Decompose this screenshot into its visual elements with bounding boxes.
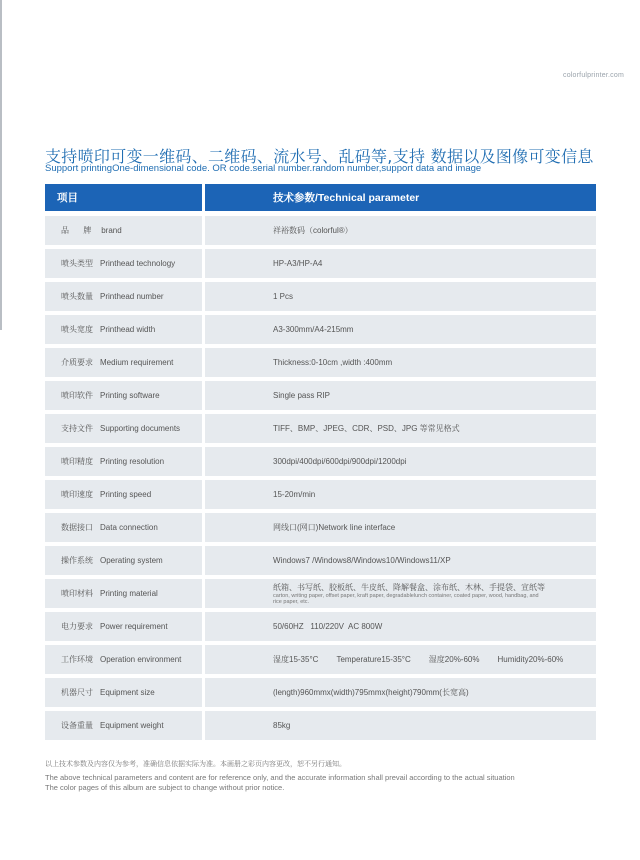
title-chinese: 支持喷印可变一维码、二维码、流水号、乱码等,支持 数据以及图像可变信息 <box>45 147 594 166</box>
spec-table <box>45 184 596 744</box>
row-label <box>45 381 202 410</box>
label-cn: 喷印速度 <box>61 490 93 499</box>
label-cn: 喷头宽度 <box>61 325 93 334</box>
row-value: Windows7 /Windows8/Windows10/Windows11/XP <box>205 546 596 575</box>
row-value: A3-300mm/A4-215mm <box>205 315 596 344</box>
row-value: 50/60HZ 110/220V AC 800W <box>205 612 596 641</box>
label-en: Printing resolution <box>100 457 165 466</box>
label-cn: 机器尺寸 <box>61 688 93 697</box>
value-main: 纸箱、书写纸、胶板纸、牛皮纸、降解餐盒、涂布纸、木林、手提袋、宣纸等 <box>273 583 545 592</box>
table-row <box>45 513 596 542</box>
label-en: Printing software <box>100 391 160 400</box>
label-cn: 电力要求 <box>61 622 93 631</box>
row-label <box>45 579 202 608</box>
label-cn: 品 牌 <box>61 226 98 235</box>
row-value: 1 Pcs <box>205 282 596 311</box>
row-label <box>45 480 202 509</box>
row-label <box>45 447 202 476</box>
table-row <box>45 381 596 410</box>
value-part: Temperature15-35°C <box>336 655 411 664</box>
header-item: 项目 <box>45 184 202 211</box>
row-label <box>45 348 202 377</box>
row-label <box>45 678 202 707</box>
table-row <box>45 414 596 443</box>
label-cn: 支持文件 <box>61 424 93 433</box>
table-row <box>45 249 596 278</box>
label-en: Equipment size <box>100 688 155 697</box>
label-en: Printing speed <box>100 490 152 499</box>
value-part: Humidity20%-60% <box>497 655 564 664</box>
table-row <box>45 447 596 476</box>
label-en: Operation environment <box>100 655 182 664</box>
row-label <box>45 414 202 443</box>
label-en: Operating system <box>100 556 163 565</box>
table-row <box>45 315 596 344</box>
table-row <box>45 678 596 707</box>
label-cn: 喷印精度 <box>61 457 93 466</box>
row-value: 祥裕数码（colorful®） <box>205 216 596 245</box>
table-row <box>45 216 596 245</box>
table-row <box>45 579 596 608</box>
table-row <box>45 612 596 641</box>
row-value: HP-A3/HP-A4 <box>205 249 596 278</box>
footnote-en-2: The color pages of this album are subject to change without prior notice. <box>45 783 285 792</box>
row-value: 300dpi/400dpi/600dpi/900dpi/1200dpi <box>205 447 596 476</box>
label-en: Printing material <box>100 589 158 598</box>
label-cn: 数据接口 <box>61 523 93 532</box>
row-label <box>45 645 202 674</box>
label-en: Medium requirement <box>100 358 174 367</box>
value-part: 湿度15-35°C <box>273 655 319 664</box>
label-en: Power requirement <box>100 622 168 631</box>
table-row <box>45 480 596 509</box>
row-value: 85kg <box>205 711 596 740</box>
row-value <box>205 645 596 674</box>
table-header <box>45 184 596 211</box>
row-value <box>205 579 596 608</box>
page-edge-line <box>0 0 2 330</box>
label-en: Equipment weight <box>100 721 164 730</box>
footnote-en-1: The above technical parameters and content are for reference only, and the accurate information shall prevail according to the actual situation <box>45 773 515 782</box>
row-label <box>45 216 202 245</box>
value-part: 湿度20%-60% <box>428 655 480 664</box>
site-url: colorfulprinter.com <box>563 72 624 79</box>
row-label <box>45 513 202 542</box>
row-label <box>45 711 202 740</box>
table-row <box>45 711 596 740</box>
header-parameter: 技术参数/Technical parameter <box>205 184 596 211</box>
label-cn: 喷头数量 <box>61 292 93 301</box>
label-en: Data connection <box>100 523 158 532</box>
label-cn: 介质要求 <box>61 358 93 367</box>
table-row <box>45 645 596 674</box>
row-label <box>45 282 202 311</box>
row-value: (length)960mmx(width)795mmx(height)790mm(长宽高) <box>205 678 596 707</box>
label-cn: 操作系统 <box>61 556 93 565</box>
label-en: Printhead technology <box>100 259 176 268</box>
label-en: Printhead number <box>100 292 164 301</box>
label-cn: 喷印软件 <box>61 391 93 400</box>
row-value: 15-20m/min <box>205 480 596 509</box>
label-cn: 工作环境 <box>61 655 93 664</box>
row-label <box>45 546 202 575</box>
table-row <box>45 546 596 575</box>
label-en: Printhead width <box>100 325 156 334</box>
label-cn: 设备重量 <box>61 721 93 730</box>
row-value: TIFF、BMP、JPEG、CDR、PSD、JPG 等常见格式 <box>205 414 596 443</box>
row-value: 网线口(网口)Network line interface <box>205 513 596 542</box>
label-cn: 喷头类型 <box>61 259 93 268</box>
label-cn: 喷印材料 <box>61 589 93 598</box>
row-label <box>45 315 202 344</box>
row-label <box>45 249 202 278</box>
table-row <box>45 282 596 311</box>
row-value: Single pass RIP <box>205 381 596 410</box>
row-label <box>45 612 202 641</box>
label-en: brand <box>101 226 122 235</box>
footnote-cn: 以上技术参数及内容仅为参考，准确信息依据实际为准。本画册之彩页内容更改，恕不另行通知。 <box>45 761 346 768</box>
table-row <box>45 348 596 377</box>
label-en: Supporting documents <box>100 424 181 433</box>
title-english: Support printingOne-dimensional code. OR code.serial number.random number,support data and image <box>45 163 482 174</box>
footnotes <box>45 760 515 793</box>
value-sub: carton, writing paper, offset paper, kraft paper, degradablelunch container, coated paper, wood, handbag, and rice paper, etc. <box>273 593 539 605</box>
value-group <box>273 582 545 605</box>
row-value: Thickness:0-10cm ,width :400mm <box>205 348 596 377</box>
